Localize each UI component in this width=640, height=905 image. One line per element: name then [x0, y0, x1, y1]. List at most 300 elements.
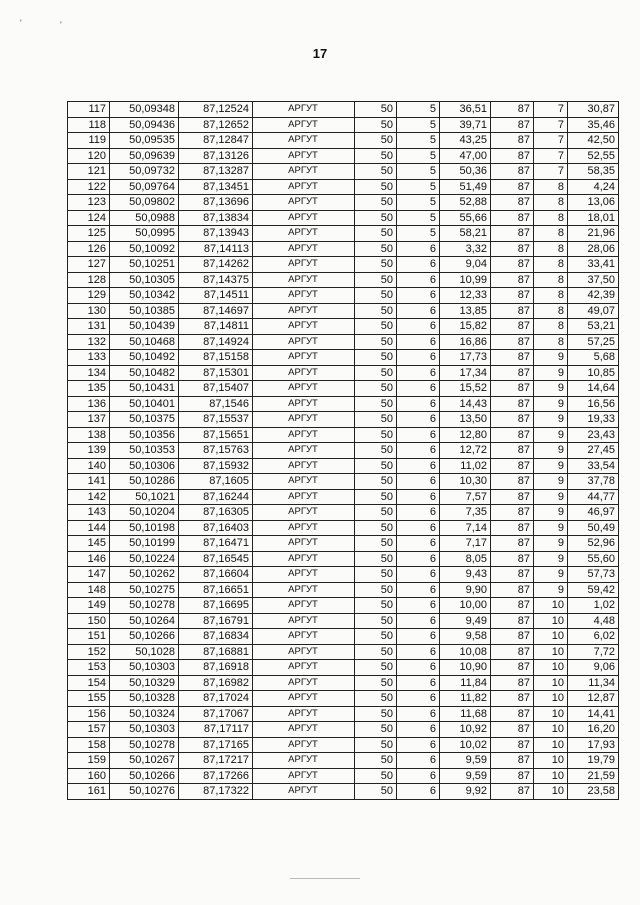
table-cell-e: 9 — [534, 474, 568, 490]
table-cell-lat: 50,10262 — [110, 567, 179, 583]
table-cell-lat: 50,09535 — [110, 133, 179, 149]
table-cell-name: АРГУТ — [253, 505, 355, 521]
table-cell-f: 23,43 — [568, 427, 619, 443]
table-cell-c: 10,00 — [440, 598, 491, 614]
table-cell-a: 50 — [355, 722, 397, 738]
table-cell-f: 52,96 — [568, 536, 619, 552]
table-cell-lon: 87,1546 — [179, 396, 253, 412]
table-cell-name: АРГУТ — [253, 443, 355, 459]
table-cell-f: 13,06 — [568, 195, 619, 211]
table-cell-c: 50,36 — [440, 164, 491, 180]
table-cell-f: 5,68 — [568, 350, 619, 366]
table-cell-no: 134 — [68, 365, 110, 381]
table-cell-d: 87 — [491, 582, 534, 598]
table-cell-b: 5 — [397, 117, 440, 133]
table-cell-lat: 50,10439 — [110, 319, 179, 335]
table-cell-lat: 50,10092 — [110, 241, 179, 257]
table-cell-d: 87 — [491, 334, 534, 350]
table-cell-b: 6 — [397, 257, 440, 273]
table-cell-no: 153 — [68, 660, 110, 676]
table-cell-name: АРГУТ — [253, 706, 355, 722]
table-cell-c: 11,68 — [440, 706, 491, 722]
table-cell-no: 132 — [68, 334, 110, 350]
table-cell-lat: 50,1028 — [110, 644, 179, 660]
table-cell-d: 87 — [491, 784, 534, 800]
table-cell-name: АРГУТ — [253, 102, 355, 118]
table-cell-no: 135 — [68, 381, 110, 397]
table-cell-lat: 50,10356 — [110, 427, 179, 443]
table-cell-b: 6 — [397, 319, 440, 335]
table-cell-no: 138 — [68, 427, 110, 443]
table-cell-f: 6,02 — [568, 629, 619, 645]
table-row — [68, 117, 619, 133]
table-row — [68, 520, 619, 536]
table-cell-lat: 50,10375 — [110, 412, 179, 428]
table-cell-b: 6 — [397, 288, 440, 304]
table-cell-name: АРГУТ — [253, 288, 355, 304]
table-cell-b: 6 — [397, 551, 440, 567]
table-cell-e: 9 — [534, 443, 568, 459]
table-cell-name: АРГУТ — [253, 396, 355, 412]
table-cell-f: 42,39 — [568, 288, 619, 304]
table-row — [68, 365, 619, 381]
table-cell-no: 117 — [68, 102, 110, 118]
table-cell-a: 50 — [355, 334, 397, 350]
table-cell-b: 6 — [397, 365, 440, 381]
table-cell-e: 8 — [534, 226, 568, 242]
table-cell-d: 87 — [491, 474, 534, 490]
table-cell-no: 130 — [68, 303, 110, 319]
table-cell-f: 30,87 — [568, 102, 619, 118]
scan-line — [290, 878, 360, 879]
table-cell-f: 19,33 — [568, 412, 619, 428]
table-cell-lat: 50,09802 — [110, 195, 179, 211]
table-cell-c: 7,57 — [440, 489, 491, 505]
table-cell-b: 6 — [397, 334, 440, 350]
table-cell-f: 35,46 — [568, 117, 619, 133]
table-cell-a: 50 — [355, 148, 397, 164]
table-cell-lon: 87,13943 — [179, 226, 253, 242]
table-cell-no: 123 — [68, 195, 110, 211]
table-cell-no: 118 — [68, 117, 110, 133]
table-cell-lat: 50,10305 — [110, 272, 179, 288]
table-cell-name: АРГУТ — [253, 381, 355, 397]
table-cell-a: 50 — [355, 691, 397, 707]
table-cell-e: 9 — [534, 427, 568, 443]
table-row — [68, 768, 619, 784]
table-cell-c: 16,86 — [440, 334, 491, 350]
table-cell-name: АРГУТ — [253, 241, 355, 257]
table-cell-d: 87 — [491, 164, 534, 180]
table-cell-lat: 50,10431 — [110, 381, 179, 397]
table-cell-no: 133 — [68, 350, 110, 366]
table-cell-lon: 87,15932 — [179, 458, 253, 474]
table-cell-a: 50 — [355, 598, 397, 614]
table-cell-c: 7,35 — [440, 505, 491, 521]
table-cell-b: 5 — [397, 210, 440, 226]
table-cell-c: 14,43 — [440, 396, 491, 412]
table-cell-no: 136 — [68, 396, 110, 412]
table-cell-lat: 50,10468 — [110, 334, 179, 350]
table-cell-lon: 87,16982 — [179, 675, 253, 691]
table-cell-lat: 50,09639 — [110, 148, 179, 164]
table-cell-d: 87 — [491, 257, 534, 273]
table-cell-b: 6 — [397, 567, 440, 583]
table-cell-name: АРГУТ — [253, 117, 355, 133]
table-cell-no: 139 — [68, 443, 110, 459]
table-cell-d: 87 — [491, 598, 534, 614]
table-cell-f: 14,64 — [568, 381, 619, 397]
table-cell-lon: 87,13696 — [179, 195, 253, 211]
table-cell-no: 125 — [68, 226, 110, 242]
table-row — [68, 691, 619, 707]
table-cell-lon: 87,16918 — [179, 660, 253, 676]
table-cell-lon: 87,16545 — [179, 551, 253, 567]
table-cell-a: 50 — [355, 319, 397, 335]
table-cell-a: 50 — [355, 164, 397, 180]
table-cell-no: 152 — [68, 644, 110, 660]
table-cell-name: АРГУТ — [253, 784, 355, 800]
table-cell-c: 55,66 — [440, 210, 491, 226]
table-cell-a: 50 — [355, 520, 397, 536]
table-cell-d: 87 — [491, 179, 534, 195]
table-cell-c: 39,71 — [440, 117, 491, 133]
table-row — [68, 489, 619, 505]
table-row — [68, 257, 619, 273]
table-cell-lon: 87,14375 — [179, 272, 253, 288]
table-cell-c: 9,43 — [440, 567, 491, 583]
table-cell-b: 6 — [397, 443, 440, 459]
table-cell-no: 141 — [68, 474, 110, 490]
table-cell-name: АРГУТ — [253, 582, 355, 598]
table-cell-lon: 87,13451 — [179, 179, 253, 195]
table-cell-a: 50 — [355, 551, 397, 567]
table-cell-lon: 87,16651 — [179, 582, 253, 598]
table-row — [68, 644, 619, 660]
table-cell-a: 50 — [355, 396, 397, 412]
table-cell-f: 11,34 — [568, 675, 619, 691]
table-cell-e: 9 — [534, 582, 568, 598]
table-cell-b: 6 — [397, 381, 440, 397]
table-cell-lat: 50,10275 — [110, 582, 179, 598]
table-cell-e: 8 — [534, 241, 568, 257]
table-cell-d: 87 — [491, 272, 534, 288]
table-cell-c: 11,02 — [440, 458, 491, 474]
table-cell-lat: 50,10303 — [110, 722, 179, 738]
table-row — [68, 675, 619, 691]
table-cell-a: 50 — [355, 660, 397, 676]
table-cell-e: 10 — [534, 598, 568, 614]
table-cell-a: 50 — [355, 536, 397, 552]
table-row — [68, 102, 619, 118]
table-cell-lon: 87,13126 — [179, 148, 253, 164]
table-row — [68, 396, 619, 412]
table-cell-f: 33,41 — [568, 257, 619, 273]
table-cell-name: АРГУТ — [253, 350, 355, 366]
table-cell-name: АРГУТ — [253, 133, 355, 149]
table-cell-c: 11,84 — [440, 675, 491, 691]
table-cell-a: 50 — [355, 644, 397, 660]
table-cell-d: 87 — [491, 195, 534, 211]
table-cell-no: 155 — [68, 691, 110, 707]
table-cell-a: 50 — [355, 381, 397, 397]
table-cell-lon: 87,17117 — [179, 722, 253, 738]
table-cell-d: 87 — [491, 365, 534, 381]
table-cell-name: АРГУТ — [253, 164, 355, 180]
table-cell-lon: 87,14511 — [179, 288, 253, 304]
table-cell-f: 46,97 — [568, 505, 619, 521]
table-cell-name: АРГУТ — [253, 412, 355, 428]
table-cell-lat: 50,10306 — [110, 458, 179, 474]
table-cell-b: 6 — [397, 350, 440, 366]
table-cell-b: 5 — [397, 133, 440, 149]
table-cell-b: 5 — [397, 195, 440, 211]
table-row — [68, 660, 619, 676]
table-cell-a: 50 — [355, 443, 397, 459]
table-cell-e: 9 — [534, 567, 568, 583]
table-cell-c: 8,05 — [440, 551, 491, 567]
table-cell-lat: 50,10353 — [110, 443, 179, 459]
table-cell-no: 161 — [68, 784, 110, 800]
table-row — [68, 536, 619, 552]
table-cell-e: 8 — [534, 272, 568, 288]
table-cell-b: 6 — [397, 396, 440, 412]
table-row — [68, 613, 619, 629]
table-cell-lat: 50,10482 — [110, 365, 179, 381]
table-cell-a: 50 — [355, 257, 397, 273]
table-cell-name: АРГУТ — [253, 148, 355, 164]
table-cell-lat: 50,10303 — [110, 660, 179, 676]
table-cell-lon: 87,16695 — [179, 598, 253, 614]
table-cell-c: 10,08 — [440, 644, 491, 660]
table-cell-lat: 50,0995 — [110, 226, 179, 242]
table-cell-lat: 50,10324 — [110, 706, 179, 722]
table-cell-e: 8 — [534, 179, 568, 195]
table-cell-a: 50 — [355, 458, 397, 474]
table-cell-a: 50 — [355, 675, 397, 691]
table-cell-no: 143 — [68, 505, 110, 521]
table-cell-lon: 87,15537 — [179, 412, 253, 428]
table-row — [68, 164, 619, 180]
table-cell-e: 10 — [534, 722, 568, 738]
table-cell-no: 119 — [68, 133, 110, 149]
table-cell-lat: 50,10492 — [110, 350, 179, 366]
table-cell-no: 140 — [68, 458, 110, 474]
table-cell-no: 137 — [68, 412, 110, 428]
table-cell-lon: 87,12652 — [179, 117, 253, 133]
table-cell-a: 50 — [355, 288, 397, 304]
table-cell-f: 42,50 — [568, 133, 619, 149]
table-cell-e: 8 — [534, 210, 568, 226]
table-cell-no: 122 — [68, 179, 110, 195]
table-cell-no: 159 — [68, 753, 110, 769]
table-cell-e: 10 — [534, 706, 568, 722]
table-cell-name: АРГУТ — [253, 334, 355, 350]
table-cell-e: 8 — [534, 334, 568, 350]
table-cell-e: 10 — [534, 753, 568, 769]
table-cell-f: 1,02 — [568, 598, 619, 614]
table-cell-a: 50 — [355, 753, 397, 769]
coordinates-table — [67, 101, 619, 800]
table-cell-lon: 87,13287 — [179, 164, 253, 180]
table-cell-d: 87 — [491, 567, 534, 583]
table-cell-lon: 87,17322 — [179, 784, 253, 800]
table-cell-b: 6 — [397, 784, 440, 800]
table-cell-name: АРГУТ — [253, 195, 355, 211]
table-cell-c: 9,59 — [440, 768, 491, 784]
table-cell-f: 55,60 — [568, 551, 619, 567]
table-cell-name: АРГУТ — [253, 737, 355, 753]
table-cell-no: 124 — [68, 210, 110, 226]
table-cell-lon: 87,14262 — [179, 257, 253, 273]
table-cell-c: 11,82 — [440, 691, 491, 707]
table-cell-a: 50 — [355, 102, 397, 118]
table-cell-lon: 87,14113 — [179, 241, 253, 257]
table-cell-no: 129 — [68, 288, 110, 304]
table-cell-d: 87 — [491, 520, 534, 536]
scan-speck: ' — [60, 20, 62, 30]
table-cell-name: АРГУТ — [253, 257, 355, 273]
table-cell-no: 157 — [68, 722, 110, 738]
table-cell-d: 87 — [491, 443, 534, 459]
table-cell-lon: 87,17217 — [179, 753, 253, 769]
table-cell-c: 9,90 — [440, 582, 491, 598]
table-cell-f: 57,73 — [568, 567, 619, 583]
table-cell-f: 33,54 — [568, 458, 619, 474]
table-cell-d: 87 — [491, 536, 534, 552]
table-row — [68, 784, 619, 800]
table-cell-f: 4,48 — [568, 613, 619, 629]
table-cell-no: 160 — [68, 768, 110, 784]
table-cell-lon: 87,17067 — [179, 706, 253, 722]
table-cell-a: 50 — [355, 474, 397, 490]
table-cell-no: 156 — [68, 706, 110, 722]
table-row — [68, 737, 619, 753]
table-cell-lon: 87,13834 — [179, 210, 253, 226]
table-cell-a: 50 — [355, 117, 397, 133]
table-row — [68, 412, 619, 428]
table-cell-f: 14,41 — [568, 706, 619, 722]
table-cell-c: 7,17 — [440, 536, 491, 552]
table-cell-lat: 50,10204 — [110, 505, 179, 521]
table-cell-lon: 87,16471 — [179, 536, 253, 552]
table-cell-c: 9,49 — [440, 613, 491, 629]
table-cell-b: 6 — [397, 303, 440, 319]
table-cell-lon: 87,12524 — [179, 102, 253, 118]
table-cell-c: 52,88 — [440, 195, 491, 211]
table-cell-d: 87 — [491, 226, 534, 242]
table-cell-name: АРГУТ — [253, 210, 355, 226]
table-cell-e: 9 — [534, 551, 568, 567]
table-cell-no: 158 — [68, 737, 110, 753]
table-cell-lon: 87,15158 — [179, 350, 253, 366]
table-cell-name: АРГУТ — [253, 675, 355, 691]
table-cell-d: 87 — [491, 768, 534, 784]
table-cell-f: 16,20 — [568, 722, 619, 738]
table-cell-e: 10 — [534, 784, 568, 800]
table-row — [68, 195, 619, 211]
table-cell-d: 87 — [491, 613, 534, 629]
table-cell-a: 50 — [355, 210, 397, 226]
table-cell-lon: 87,15407 — [179, 381, 253, 397]
table-cell-name: АРГУТ — [253, 303, 355, 319]
table-cell-f: 49,07 — [568, 303, 619, 319]
table-row — [68, 350, 619, 366]
table-cell-name: АРГУТ — [253, 613, 355, 629]
table-cell-lon: 87,16604 — [179, 567, 253, 583]
table-cell-b: 6 — [397, 489, 440, 505]
table-cell-a: 50 — [355, 489, 397, 505]
table-cell-b: 6 — [397, 582, 440, 598]
table-cell-f: 21,96 — [568, 226, 619, 242]
table-cell-lon: 87,16305 — [179, 505, 253, 521]
table-cell-b: 6 — [397, 272, 440, 288]
table-cell-no: 151 — [68, 629, 110, 645]
table-row — [68, 272, 619, 288]
table-cell-c: 10,30 — [440, 474, 491, 490]
table-cell-lat: 50,10267 — [110, 753, 179, 769]
table-cell-c: 17,34 — [440, 365, 491, 381]
table-cell-lat: 50,10401 — [110, 396, 179, 412]
table-cell-d: 87 — [491, 303, 534, 319]
table-cell-d: 87 — [491, 660, 534, 676]
table-cell-e: 7 — [534, 102, 568, 118]
table-row — [68, 210, 619, 226]
table-cell-e: 9 — [534, 505, 568, 521]
table-cell-b: 6 — [397, 644, 440, 660]
table-cell-f: 37,78 — [568, 474, 619, 490]
table-cell-d: 87 — [491, 396, 534, 412]
table-cell-no: 142 — [68, 489, 110, 505]
table-cell-lat: 50,10224 — [110, 551, 179, 567]
table-cell-c: 13,50 — [440, 412, 491, 428]
table-cell-f: 44,77 — [568, 489, 619, 505]
table-cell-e: 9 — [534, 365, 568, 381]
table-cell-lon: 87,14811 — [179, 319, 253, 335]
table-cell-f: 52,55 — [568, 148, 619, 164]
table-cell-name: АРГУТ — [253, 179, 355, 195]
table-cell-d: 87 — [491, 458, 534, 474]
table-cell-e: 7 — [534, 164, 568, 180]
table-cell-d: 87 — [491, 629, 534, 645]
table-cell-lat: 50,10278 — [110, 598, 179, 614]
table-cell-a: 50 — [355, 195, 397, 211]
table-cell-name: АРГУТ — [253, 768, 355, 784]
table-cell-b: 6 — [397, 458, 440, 474]
table-row — [68, 722, 619, 738]
table-cell-a: 50 — [355, 303, 397, 319]
table-cell-e: 9 — [534, 350, 568, 366]
table-cell-lon: 87,17165 — [179, 737, 253, 753]
table-cell-e: 10 — [534, 660, 568, 676]
table-cell-no: 121 — [68, 164, 110, 180]
table-cell-a: 50 — [355, 784, 397, 800]
table-cell-c: 10,92 — [440, 722, 491, 738]
table-cell-b: 6 — [397, 691, 440, 707]
table-cell-c: 12,33 — [440, 288, 491, 304]
table-cell-d: 87 — [491, 241, 534, 257]
table-cell-name: АРГУТ — [253, 691, 355, 707]
table-cell-e: 10 — [534, 737, 568, 753]
table-cell-lat: 50,10276 — [110, 784, 179, 800]
table-row — [68, 458, 619, 474]
table-cell-d: 87 — [491, 210, 534, 226]
table-cell-b: 5 — [397, 102, 440, 118]
table-cell-b: 6 — [397, 675, 440, 691]
table-cell-lon: 87,15301 — [179, 365, 253, 381]
table-cell-f: 50,49 — [568, 520, 619, 536]
table-cell-lat: 50,10251 — [110, 257, 179, 273]
